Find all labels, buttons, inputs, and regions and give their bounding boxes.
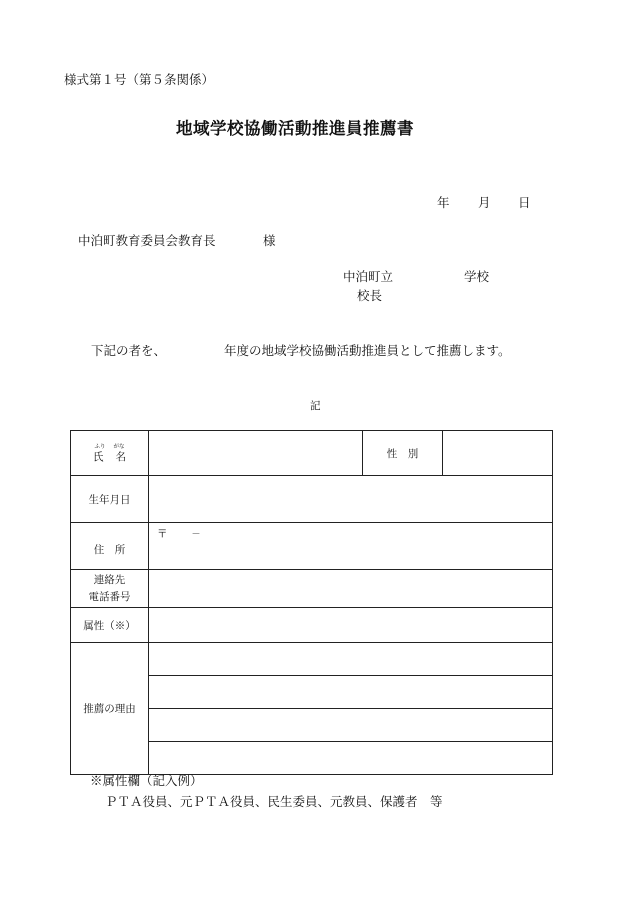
reason-label: 推薦の理由 [71, 643, 149, 775]
attribute-field[interactable] [149, 608, 553, 643]
name-label-first: 氏 [93, 450, 104, 463]
addressee-name: 中泊町教育委員会教育長 [78, 233, 216, 248]
address-label: 住 所 [71, 523, 149, 570]
name-field[interactable] [149, 431, 363, 476]
note-heading: ※属性欄（記入例） [90, 773, 203, 788]
note-example: ＰＴＡ役員、元ＰＴＡ役員、民生委員、元教員、保護者 等 [105, 794, 443, 809]
recommendation-table [70, 430, 553, 775]
address-field[interactable] [149, 523, 553, 570]
gender-field[interactable] [443, 431, 553, 476]
date-year-label: 年 [437, 195, 450, 210]
date-day-label: 日 [518, 195, 531, 210]
reason-field[interactable] [149, 643, 553, 775]
reason-line-4[interactable] [149, 742, 552, 775]
name-label-second: 名 [115, 450, 126, 463]
name-row [71, 431, 553, 476]
postal-mark: 〒 [157, 528, 168, 540]
contact-field[interactable] [149, 570, 553, 608]
postal-dash: － [191, 530, 201, 540]
birthdate-label: 生年月日 [71, 476, 149, 523]
birthdate-field[interactable] [149, 476, 553, 523]
gender-label: 性 別 [363, 431, 443, 476]
reason-line-3[interactable] [149, 709, 552, 742]
school-suffix: 学校 [464, 269, 490, 284]
phone-label: 電話番号 [88, 590, 131, 603]
addressee-honorific: 様 [263, 233, 276, 248]
reason-row [71, 643, 553, 775]
date-month-label: 月 [478, 195, 491, 210]
contact-row [71, 570, 553, 608]
reason-line-1[interactable] [149, 643, 552, 676]
form-number: 様式第１号（第５条関係） [64, 72, 215, 87]
contact-label: 連絡先 [93, 573, 126, 586]
reason-line-2[interactable] [149, 676, 552, 709]
address-row [71, 523, 553, 570]
contact-label-cell [71, 570, 149, 608]
attribute-label: 属性（※） [71, 608, 149, 643]
principal-label: 校長 [357, 288, 383, 303]
page-title: 地域学校協働活動推進員推薦書 [176, 119, 414, 138]
birthdate-row [71, 476, 553, 523]
statement-body: 年度の地域学校協働活動推進員として推薦します。 [224, 343, 511, 358]
furigana-label: ふり がな [94, 443, 125, 450]
ki-label: 記 [310, 400, 321, 412]
attribute-row [71, 608, 553, 643]
school-prefix: 中泊町立 [343, 269, 394, 284]
statement-lead: 下記の者を、 [91, 343, 167, 358]
reason-lines [149, 643, 552, 774]
name-label-cell [71, 431, 149, 476]
